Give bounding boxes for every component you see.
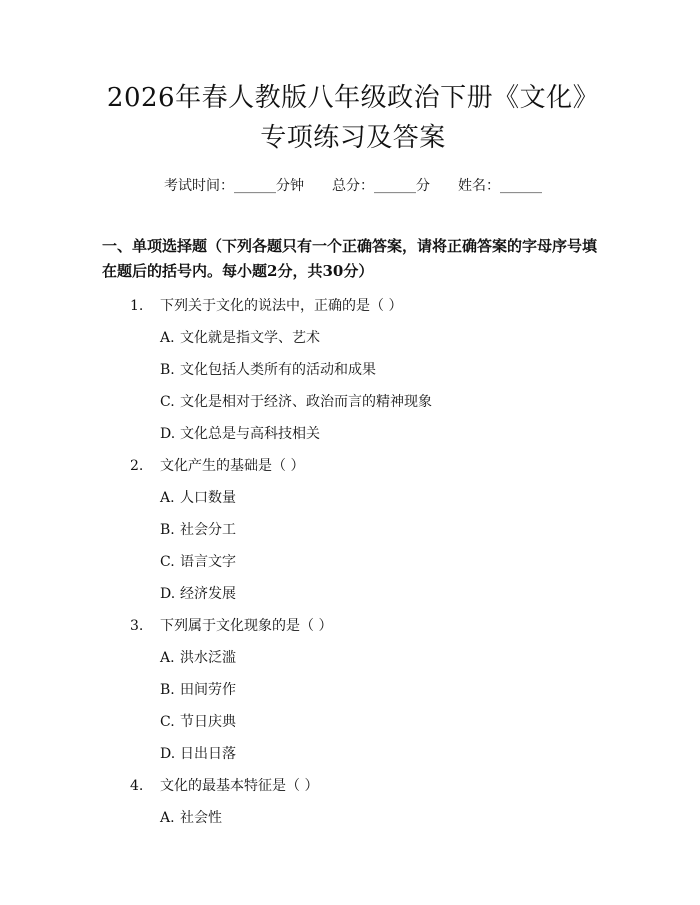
option-letter: B. xyxy=(160,682,175,698)
exam-time-field: 考试时间：______分钟 xyxy=(164,178,304,194)
question-number: 4. xyxy=(130,778,144,794)
option-text: 文化总是与高科技相关 xyxy=(180,426,320,442)
student-name-field: 姓名：______ xyxy=(458,178,542,194)
option-letter: D. xyxy=(160,746,176,762)
option-text: 节日庆典 xyxy=(180,714,236,730)
option-text: 社会性 xyxy=(180,810,222,826)
option-text: 日出日落 xyxy=(180,746,236,762)
answer-option xyxy=(102,712,604,732)
answer-option xyxy=(102,584,604,604)
option-letter: C. xyxy=(160,394,175,410)
question-number: 3. xyxy=(130,618,144,634)
option-letter: C. xyxy=(160,714,175,730)
question-stem xyxy=(102,296,604,316)
answer-option xyxy=(102,744,604,764)
option-letter: B. xyxy=(160,522,175,538)
question-number: 1. xyxy=(130,298,144,314)
answer-option xyxy=(102,360,604,380)
option-letter: D. xyxy=(160,426,176,442)
answer-option xyxy=(102,552,604,572)
question-stem xyxy=(102,456,604,476)
question-number: 2. xyxy=(130,458,144,474)
option-text: 人口数量 xyxy=(180,490,236,506)
option-text: 语言文字 xyxy=(180,554,236,570)
option-text: 文化是相对于经济、政治而言的精神现象 xyxy=(180,394,432,410)
question-stem xyxy=(102,616,604,636)
answer-option xyxy=(102,488,604,508)
option-letter: D. xyxy=(160,586,176,602)
option-letter: A. xyxy=(160,650,175,666)
option-text: 田间劳作 xyxy=(180,682,236,698)
option-letter: A. xyxy=(160,810,175,826)
option-text: 洪水泛滥 xyxy=(180,650,236,666)
option-text: 社会分工 xyxy=(180,522,236,538)
question-stem xyxy=(102,776,604,796)
question-text: 文化的最基本特征是（ ） xyxy=(160,778,319,794)
document-title: 2026年春人教版八年级政治下册《文化》专项练习及答案 xyxy=(106,83,600,153)
section-heading-single-choice: 一、单项选择题（下列各题只有一个正确答案，请将正确答案的字母序号填在题后的括号内。每小题2分，共30分） xyxy=(102,237,598,280)
answer-option xyxy=(102,808,604,828)
option-text: 文化包括人类所有的活动和成果 xyxy=(180,362,376,378)
option-text: 经济发展 xyxy=(180,586,236,602)
option-letter: A. xyxy=(160,490,175,506)
answer-option xyxy=(102,648,604,668)
answer-option xyxy=(102,520,604,540)
total-score-field: 总分：______分 xyxy=(332,178,430,194)
question-text: 下列属于文化现象的是（ ） xyxy=(160,618,333,634)
answer-option xyxy=(102,392,604,412)
option-text: 文化就是指文学、艺术 xyxy=(180,330,320,346)
option-letter: C. xyxy=(160,554,175,570)
answer-option xyxy=(102,424,604,444)
option-letter: B. xyxy=(160,362,175,378)
question-list xyxy=(102,296,604,828)
option-letter: A. xyxy=(160,330,175,346)
answer-option xyxy=(102,680,604,700)
question-text: 文化产生的基础是（ ） xyxy=(160,458,305,474)
answer-option xyxy=(102,328,604,348)
question-text: 下列关于文化的说法中，正确的是（ ） xyxy=(160,298,403,314)
exam-meta xyxy=(102,176,604,196)
